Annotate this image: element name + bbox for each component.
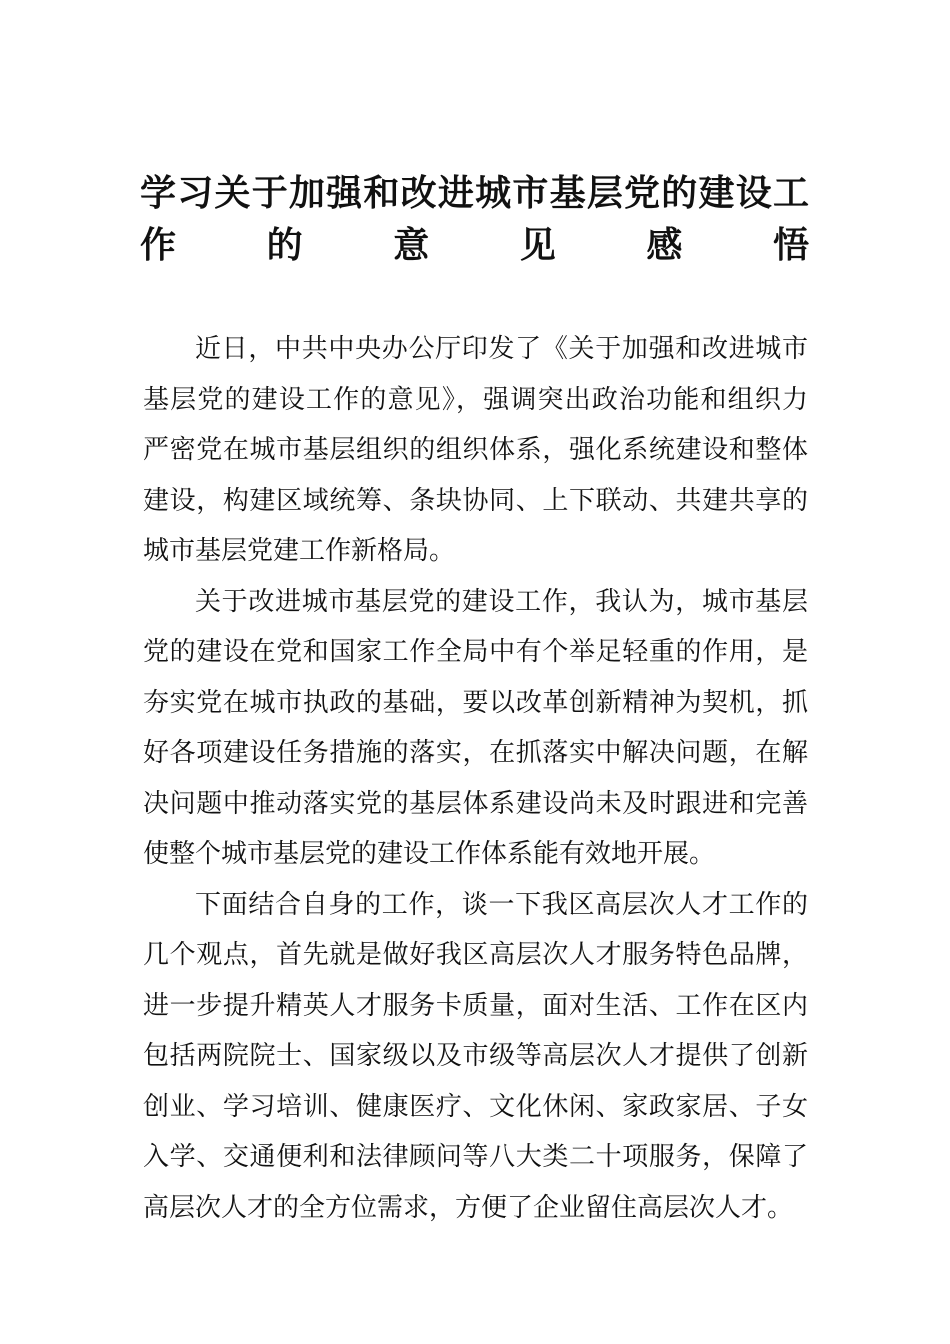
paragraph-line: 夯实党在城市执政的基础，要以改革创新精神为契机，抓 — [143, 687, 808, 718]
paragraph-line: 高层次人才的全方位需求，方便了企业留住高层次人才。 — [143, 1192, 794, 1223]
paragraph-line: 好各项建设任务措施的落实，在抓落实中解决问题，在解 — [143, 738, 808, 768]
paragraph-line: 创业、学习培训、健康医疗、文化休闲、家政家居、子女 — [143, 1091, 808, 1122]
paragraph-line: 基层党的建设工作的意见》，强调突出政治功能和组织力 — [143, 384, 808, 415]
paragraph-line: 包括两院院士、国家级以及市级等高层次人才提供了创新 — [143, 1041, 808, 1071]
paragraph-line: 建设，构建区域统筹、条块协同、上下联动、共建共享的 — [143, 485, 808, 516]
title-line-1: 学习关于加强和改进城市基层党的建设工 — [140, 173, 810, 214]
document-title — [140, 168, 810, 272]
paragraph-line: 党的建设在党和国家工作全局中有个举足轻重的作用，是 — [143, 637, 808, 667]
paragraph-line: 严密党在城市基层组织的组织体系，强化系统建设和整体 — [143, 435, 808, 465]
paragraph-2 — [143, 577, 808, 880]
paragraph-line: 城市基层党建工作新格局。 — [143, 536, 456, 566]
paragraph-line: 近日，中共中央办公厅印发了《关于加强和改进城市 — [195, 334, 808, 364]
paragraph-1 — [143, 324, 808, 577]
paragraph-line: 入学、交通便利和法律顾问等八大类二十项服务，保障了 — [143, 1142, 808, 1172]
paragraph-line: 使整个城市基层党的建设工作体系能有效地开展。 — [143, 839, 716, 869]
paragraph-line: 几个观点，首先就是做好我区高层次人才服务特色品牌， — [143, 940, 808, 970]
paragraph-line: 下面结合自身的工作，谈一下我区高层次人才工作的 — [195, 889, 808, 920]
paragraph-line: 关于改进城市基层党的建设工作，我认为，城市基层 — [195, 586, 808, 617]
paragraph-line: 决问题中推动落实党的基层体系建设尚未及时跟进和完善 — [143, 788, 808, 819]
document-body — [143, 324, 808, 1233]
paragraph-line: 进一步提升精英人才服务卡质量，面对生活、工作在区内 — [143, 990, 808, 1021]
paragraph-3 — [143, 880, 808, 1234]
title-line-2: 作的意见感悟 — [140, 225, 810, 266]
